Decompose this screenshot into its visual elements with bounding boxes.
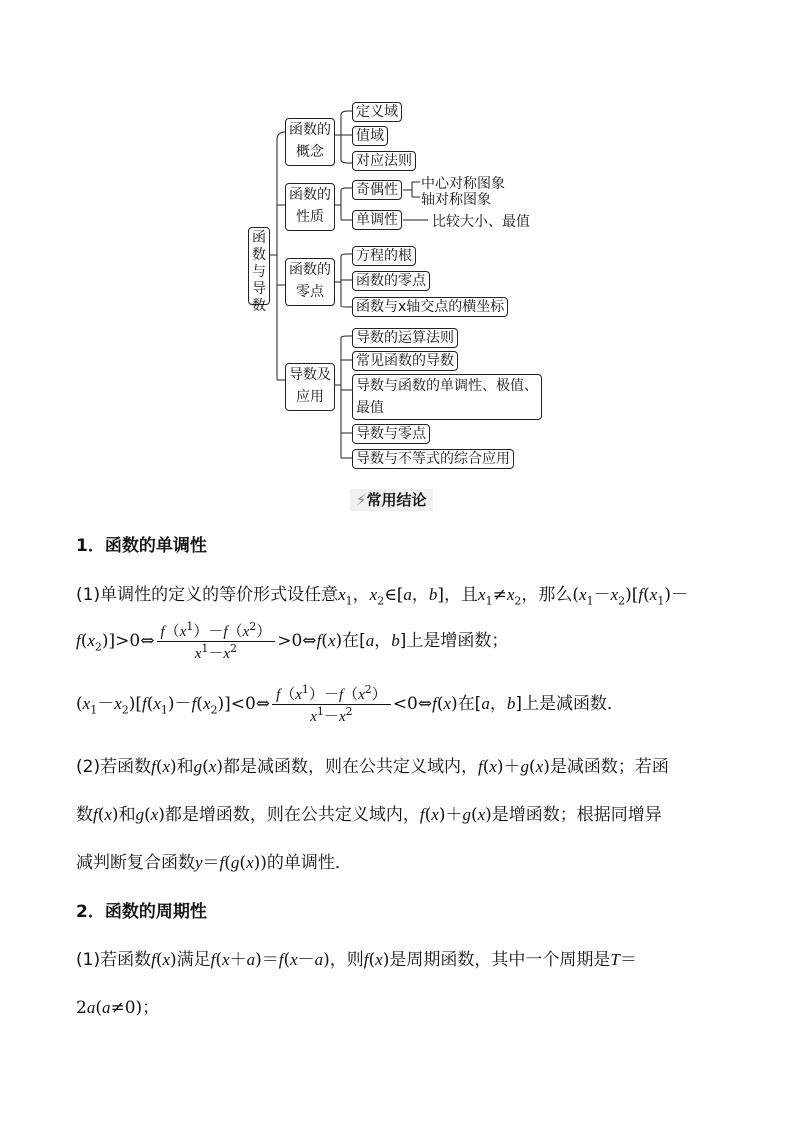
para-definition-line1: (1)单调性的定义的等价形式设任意$x_1$，$x_2\in[a$，b]，且$x_1\ne x_2$，那么$(x_1-x_2)[f(x_1)-$ bbox=[76, 585, 688, 608]
mindmap-item: 函数的零点 bbox=[352, 271, 430, 291]
mindmap-item: 奇偶性 bbox=[352, 180, 402, 200]
para-definition-line3: $(x_1-x_2)[f(x_1)-f(x_2)]<0\Leftrightarrow$ $\frac{f(x^1)-f(x^2)}{x^1-x^2}$ <0⇔f(x)在[a，b]上是减函数． bbox=[76, 683, 624, 725]
mindmap-item: 方程的根 bbox=[352, 246, 416, 266]
mindmap-item: 单调性 bbox=[352, 210, 402, 230]
mindmap-item: 值域 bbox=[352, 126, 388, 146]
mindmap-item: 定义域 bbox=[352, 102, 402, 122]
mindmap-item: 导数与不等式的综合应用 bbox=[352, 449, 514, 469]
mindmap-item: 函数与x轴交点的横坐标 bbox=[352, 297, 508, 317]
mindmap-item: 对应法则 bbox=[352, 151, 416, 171]
mindmap-group-derivatives: 导数及 应用 bbox=[285, 363, 335, 411]
heading-monotonicity: 1．函数的单调性 bbox=[76, 536, 207, 556]
monotonic-note: 比较大小、最值 bbox=[432, 214, 530, 230]
mindmap-item: 导数与函数的单调性、极值、 最值 bbox=[352, 374, 542, 420]
heading-periodicity: 2．函数的周期性 bbox=[76, 902, 207, 922]
para-period-line2: 2a(a≠0)； bbox=[76, 998, 160, 1018]
section-title: ⚡常用结论 bbox=[350, 489, 433, 511]
mindmap-group-zeros: 函数的 零点 bbox=[285, 258, 335, 306]
para-sum-line3: 减判断复合函数y＝f(g(x))的单调性． bbox=[76, 853, 352, 873]
mindmap-item: 导数与零点 bbox=[352, 424, 430, 444]
parity-note-axial: 轴对称图象 bbox=[421, 192, 491, 208]
para-sum-line1: (2)若函数f(x)和g(x)都是减函数，则在公共定义域内，f(x)＋g(x)是减函数；若函 bbox=[76, 757, 669, 777]
para-period-line1: (1)若函数f(x)满足f(x＋a)＝f(x－a)，则f(x)是周期函数，其中一个周期是T＝ bbox=[76, 950, 637, 970]
mindmap-root-label: 函数与导数 bbox=[252, 230, 266, 314]
mindmap-group-concept: 函数的 概念 bbox=[285, 118, 335, 166]
para-definition-line2: $f(x_2)]>0\Leftrightarrow$ $\frac{f(x^1)-f(x^2)}{x^1-x^2}$ >0⇔f(x)在[a，b]上是增函数； bbox=[76, 620, 509, 662]
mindmap-item: 导数的运算法则 bbox=[352, 328, 458, 348]
mindmap-group-properties: 函数的 性质 bbox=[285, 183, 335, 231]
para-sum-line2: 数f(x)和g(x)都是增函数，则在公共定义域内，f(x)＋g(x)是增函数；根据同增异 bbox=[76, 805, 662, 825]
lightning-icon: ⚡ bbox=[356, 491, 367, 509]
parity-note-central: 中心对称图象 bbox=[421, 176, 505, 192]
mindmap-item: 常见函数的导数 bbox=[352, 351, 458, 371]
mindmap-root bbox=[248, 227, 270, 314]
